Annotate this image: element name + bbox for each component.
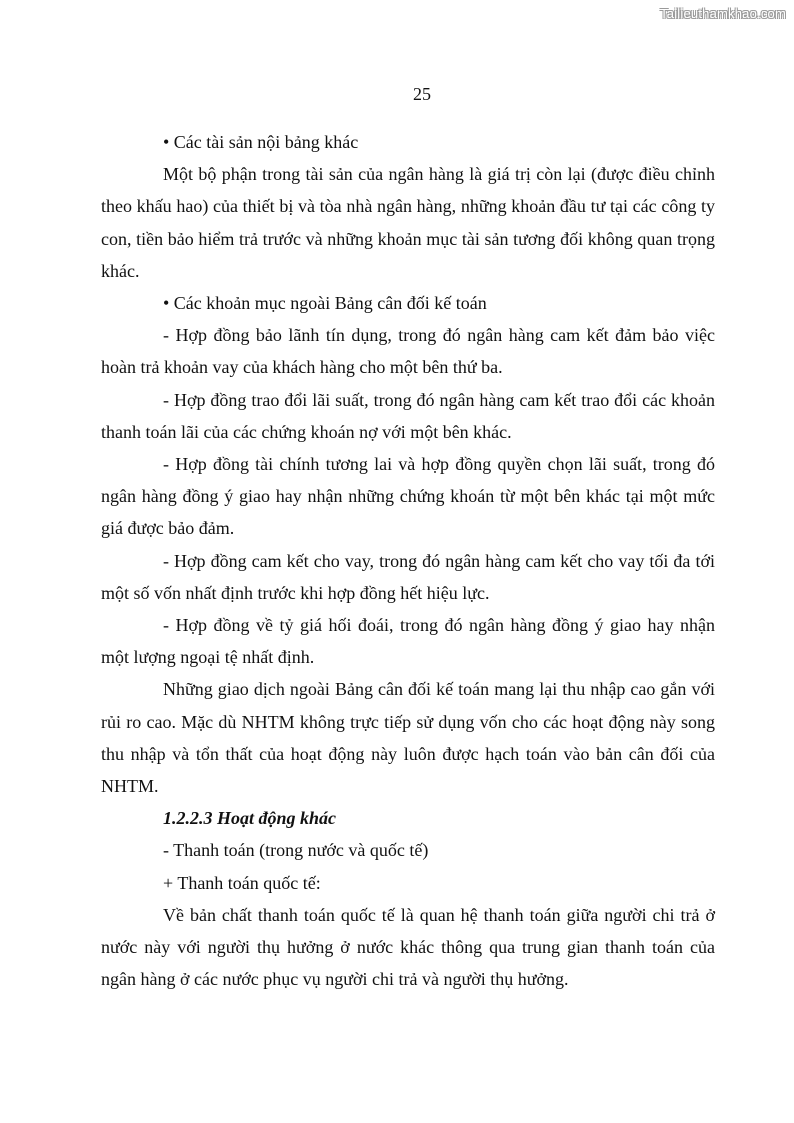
- paragraph: - Hợp đồng cam kết cho vay, trong đó ngân hàng cam kết cho vay tối đa tới một số vốn nhất định trước khi hợp đồng hết hiệu lực.: [101, 550, 715, 603]
- paragraph: - Hợp đồng trao đổi lãi suất, trong đó ngân hàng cam kết trao đổi các khoản thanh toán lãi của các chứng khoán nợ với một bên khác.: [101, 389, 715, 442]
- page-number: 25: [413, 84, 431, 104]
- paragraph: - Hợp đồng tài chính tương lai và hợp đồng quyền chọn lãi suất, trong đó ngân hàng đồng ý giao hay nhận những chứng khoán từ một bên khác tại một mức giá được bảo đảm.: [101, 454, 715, 539]
- paragraph: Những giao dịch ngoài Bảng cân đối kế toán mang lại thu nhập cao gắn với rủi ro cao. Mặc dù NHTM không trực tiếp sử dụng vốn cho các hoạt động này song thu nhập và tổn thất của hoạt động này luôn được hạch toán vào bản cân đối của NHTM.: [101, 679, 715, 797]
- bullet-line: • Các tài sản nội bảng khác: [163, 132, 359, 152]
- list-line: - Thanh toán (trong nước và quốc tế): [163, 840, 429, 861]
- bullet-line: • Các khoản mục ngoài Bảng cân đối kế toán: [163, 293, 487, 314]
- paragraph: - Hợp đồng về tỷ giá hối đoái, trong đó ngân hàng đồng ý giao hay nhận một lượng ngoại tệ nhất định.: [101, 615, 715, 668]
- document-body: [101, 126, 715, 995]
- paragraph: Về bản chất thanh toán quốc tế là quan hệ thanh toán giữa người chi trả ở nước này với người thụ hưởng ở nước khác thông qua trung gian thanh toán của ngân hàng ở các nước phục vụ người chi trả và người thụ hưởng.: [101, 904, 715, 990]
- section-heading: 1.2.2.3 Hoạt động khác: [163, 808, 337, 829]
- paragraph: - Hợp đồng bảo lãnh tín dụng, trong đó ngân hàng cam kết đảm bảo việc hoàn trả khoản vay của khách hàng cho một bên thứ ba.: [101, 325, 715, 378]
- list-line: + Thanh toán quốc tế:: [163, 872, 321, 893]
- paragraph: Một bộ phận trong tài sản của ngân hàng là giá trị còn lại (được điều chỉnh theo khấu hao) của thiết bị và tòa nhà ngân hàng, những khoản đầu tư tại các công ty con, tiền bảo hiểm trả trước và những khoản mục tài sản tương đối không quan trọng khác.: [101, 164, 715, 281]
- watermark: Tailieuthamkhao.com: [660, 6, 786, 21]
